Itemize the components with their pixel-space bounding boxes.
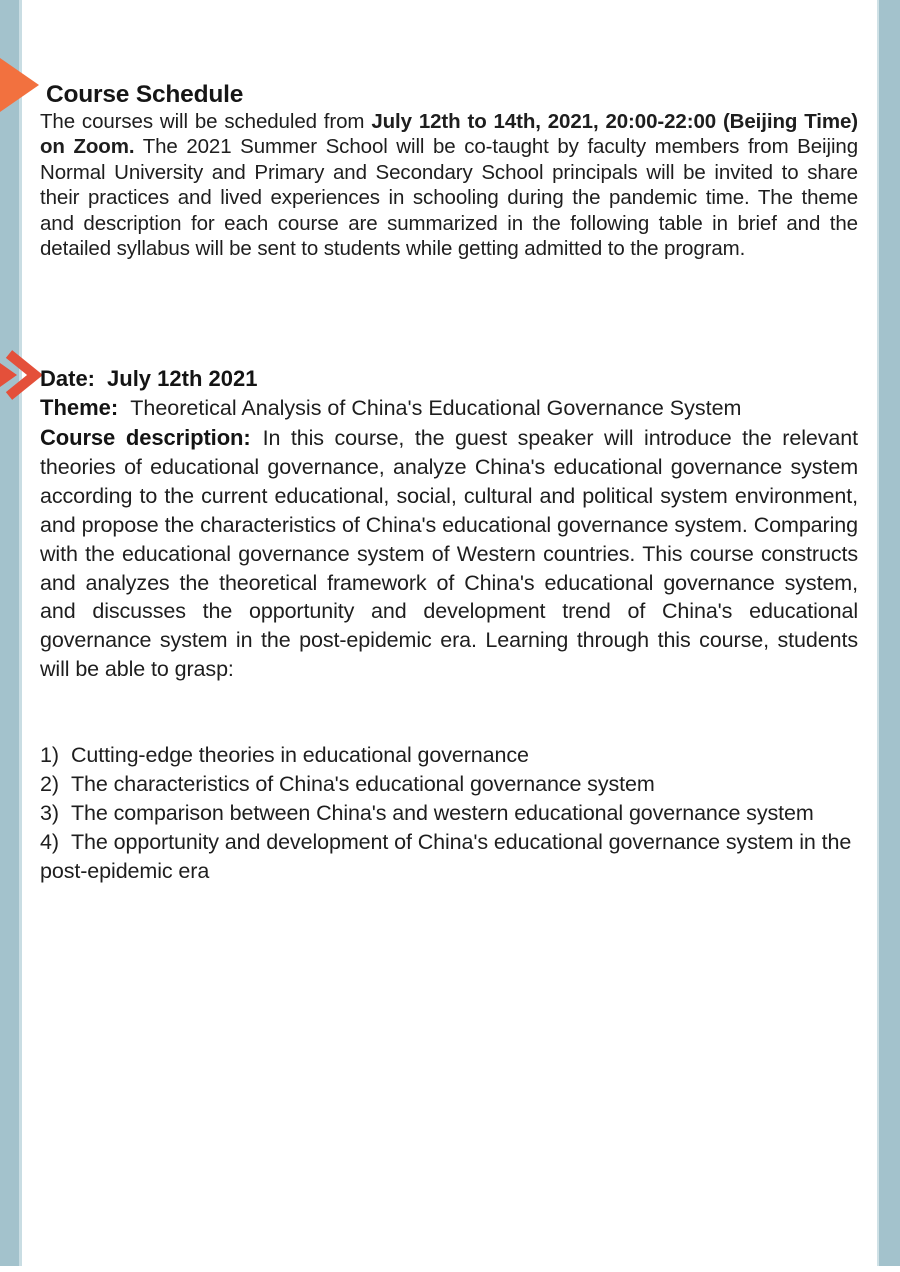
course-description-text: In this course, the guest speaker will introduce the relevant theories of educational governance, analyze China's educational governance system according to the current educational, social, cultural and political system environment, and propose the characteristics of China's educational governance system. Comparing with the educational governance system of Western countries. This course constructs and analyzes the theoretical framework of China's educational governance system, and discusses the opportunity and development trend of China's educational governance system in the post-epidemic era. Learning through this course, students will be able to grasp:: [40, 426, 858, 682]
list-item: [40, 799, 858, 828]
list-item-number: 2): [40, 771, 59, 796]
theme-value: Theoretical Analysis of China's Educational Governance System: [130, 396, 742, 420]
list-item-text: The opportunity and development of China's educational governance system in the post-epidemic era: [40, 829, 852, 883]
intro-text-end: The 2021 Summer School will be co-taught by faculty members from Beijing Normal University and Primary and Secondary School principals will be invited to share their practices and lived experiences in schooling during the pandemic time. The theme and description for each course are summarized in the following table in brief and the detailed syllabus will be sent to students while getting admitted to the program.: [40, 135, 858, 261]
list-item: [40, 828, 858, 886]
date-label: Date:: [40, 366, 96, 391]
list-item-number: 3): [40, 800, 59, 825]
course-theme-row: [40, 395, 858, 421]
intro-text-start: The courses will be scheduled from: [40, 110, 372, 133]
right-accent-bar: [877, 0, 900, 1266]
theme-label: Theme:: [40, 395, 119, 420]
list-item-text: The characteristics of China's educational governance system: [71, 771, 655, 796]
course-description-paragraph: [40, 424, 858, 684]
list-item: [40, 770, 858, 799]
date-value: July 12th 2021: [107, 366, 258, 391]
list-item: [40, 741, 858, 770]
page-title: Course Schedule: [46, 81, 244, 108]
learning-outcomes-list: [40, 741, 858, 886]
intro-schedule-highlight: July 12th to 14th, 2021, 20:00-22:00 (Beijing Time) on Zoom.: [40, 110, 858, 159]
course-date-row: [40, 366, 858, 392]
left-accent-bar: [0, 0, 22, 1266]
double-arrow-icon: [0, 349, 42, 401]
list-item-number: 1): [40, 743, 59, 767]
list-item-text: The comparison between China's and western educational governance system: [71, 800, 814, 825]
right-triangle-icon: [0, 58, 39, 112]
list-item-text: Cutting-edge theories in educational governance: [71, 743, 529, 767]
list-item-number: 4): [40, 829, 59, 854]
course-description-label: Course description:: [40, 425, 251, 450]
intro-paragraph: [40, 109, 858, 261]
